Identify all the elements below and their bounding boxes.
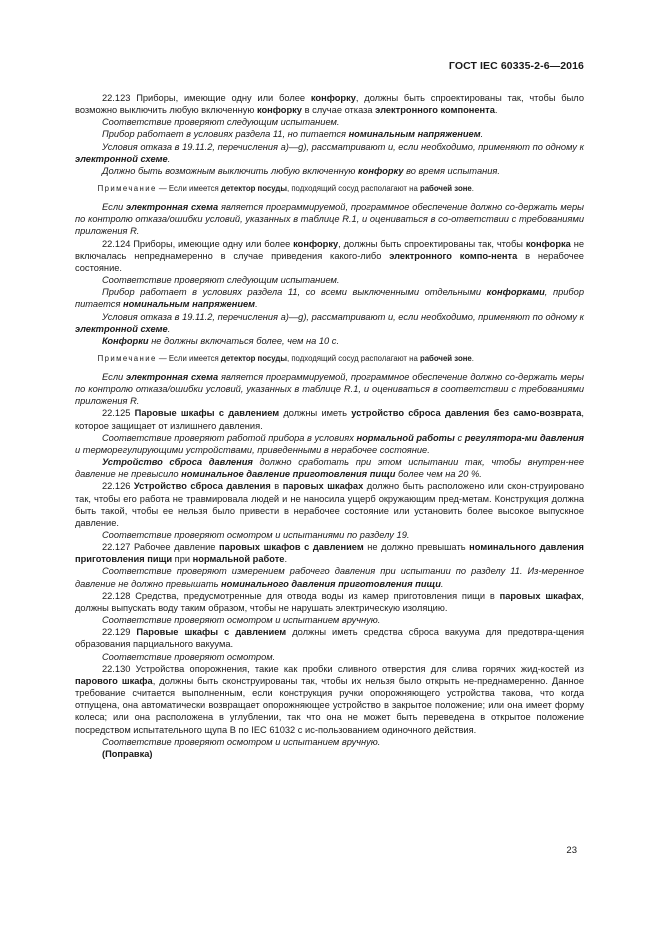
text-run: Соответствие проверяют осмотром и испытанием вручную. xyxy=(101,615,381,626)
standard-code-header: ГОСТ IEC 60335-2-6—2016 xyxy=(448,60,584,72)
text-run: Соответствие проверяют следующим испытанием. xyxy=(101,275,340,286)
clause-paragraph xyxy=(75,141,584,165)
clause-paragraph xyxy=(75,274,584,286)
emphasized-term: паровых шкафах xyxy=(282,481,364,492)
text-run: . xyxy=(480,129,484,140)
clause-paragraph xyxy=(75,456,584,480)
emphasized-term: электронного компонента xyxy=(375,105,495,116)
text-run: должны иметь средства сброса вакуума для предотвра-щения образования парциального вакуума. xyxy=(75,627,584,650)
emphasized-term: Устройство сброса давления xyxy=(101,457,253,468)
text-run: и терморегулирующими устройствами, приведенными в нерабочее состояние. xyxy=(75,444,430,455)
emphasized-term: конфорку xyxy=(256,105,302,116)
clause-paragraph xyxy=(75,165,584,177)
clause-paragraph xyxy=(75,480,584,529)
clause-paragraph xyxy=(75,92,584,116)
text-run: более чем на 20 %. xyxy=(395,469,482,480)
text-run: 22.129 xyxy=(101,627,137,638)
emphasized-term: детектор посуды xyxy=(220,184,287,194)
emphasized-term: паровых шкафов с давлением xyxy=(219,542,364,553)
text-run: не должно превышать xyxy=(363,542,470,553)
clause-paragraph xyxy=(75,335,584,347)
text-run: . xyxy=(167,323,171,334)
text-run: 22.128 Средства, предусмотренные для отвода воды из камер приготовления пищи в xyxy=(101,590,500,601)
text-run: . xyxy=(440,578,444,589)
text-run: Соответствие проверяют осмотром и испытанием вручную. xyxy=(101,736,381,747)
emphasized-term: электронная схема xyxy=(126,371,219,382)
clause-paragraph xyxy=(75,529,584,541)
text-run: Прибор работает в условиях раздела 11, со всеми выключенными отдельными xyxy=(101,287,487,298)
emphasized-term: номинального давления приготовления пищи xyxy=(221,578,441,589)
text-run: при xyxy=(172,554,193,565)
emphasized-term: номинального давления приготовления пищи xyxy=(75,542,584,565)
text-run: . xyxy=(284,554,288,565)
text-run: Условия отказа в 19.11.2, перечисления а)—g), рассматривают и, если необходимо, применяют по одному к xyxy=(101,311,584,322)
text-run: является программируемой, программное обеспечение должно со-держать меры по контролю отказа/ошибки условий, указанных в таблице R.1, и оцениваться в соответствии с требованиями приложения R. xyxy=(75,371,584,407)
clause-paragraph xyxy=(75,748,584,760)
emphasized-term: электронной схеме xyxy=(75,153,168,164)
text-run: должны иметь xyxy=(279,408,352,419)
emphasized-term: (Поправка) xyxy=(101,748,153,759)
text-run: 22.130 Устройства опорожнения, такие как пробки сливного отверстия для слива горячих жид-костей из xyxy=(101,663,584,674)
text-run: Соответствие проверяют измерением рабочего давления при испытании по разделу 11. Из-меренное давление не должно превышать xyxy=(75,566,584,589)
emphasized-term: Конфорки xyxy=(101,335,149,346)
page-number: 23 xyxy=(566,845,577,856)
emphasized-term: электронного компо-нента xyxy=(389,250,518,261)
text-run: 22.126 xyxy=(101,481,134,492)
text-run: — Если имеется xyxy=(156,353,221,363)
clause-paragraph xyxy=(75,614,584,626)
text-run: — Если имеется xyxy=(156,184,221,194)
text-run: , которое защищает от излишнего давления. xyxy=(75,408,584,431)
text-run: является программируемой, программное обеспечение должно со-держать меры по контролю отказа/ошибки условий, указанных в таблице R.1, и оцениваться в со-ответствии с требованиями приложения R. xyxy=(75,202,584,237)
emphasized-term: устройство сброса давления без само-возврата xyxy=(351,408,582,419)
text-run: 22.124 Приборы, имеющие одну или более xyxy=(101,238,294,249)
clause-paragraph xyxy=(75,565,584,589)
text-run: должно быть расположено или скон-струировано так, чтобы его работа не травмировала людей и не наносила ущерб окружающим пред-метам. Конструкция должна быть такой, чтобы ее нельзя было привести в нерабочее состояние или установить более высокое выпускное давление. xyxy=(75,481,585,528)
emphasized-term: конфорку xyxy=(293,238,339,249)
clause-text-body xyxy=(75,92,584,760)
text-run: . xyxy=(494,105,498,116)
note-label: Примечание xyxy=(97,353,157,363)
clause-paragraph xyxy=(75,311,584,335)
emphasized-term: регулятора-ми давления xyxy=(464,432,584,443)
emphasized-term: нормальной работе xyxy=(192,554,285,565)
emphasized-term: электронная схема xyxy=(126,202,219,213)
text-run: Соответствие проверяют работой прибора в условиях xyxy=(101,432,357,443)
emphasized-term: детектор посуды xyxy=(220,353,287,363)
text-run: . xyxy=(471,184,474,194)
text-run: . xyxy=(471,353,474,363)
note-paragraph xyxy=(75,353,584,364)
clause-paragraph xyxy=(75,201,584,237)
text-run: 22.123 Приборы, имеющие одну или более xyxy=(101,93,311,103)
clause-paragraph xyxy=(75,371,584,407)
note-label: Примечание xyxy=(97,184,157,194)
clause-paragraph xyxy=(75,736,584,748)
text-run: , должны быть сконструированы так, чтобы их нельзя было открыть не-преднамеренно. Данное требование считается выполненным, если конструкция ручки опорожняющего устройства такова, что когда отпущена, она автоматически возвращает опорожняющее устройство в закрытое положение; или она имеет форму колеса; или она расположена в углублении, так что она не может быть переведена в открытое положение посредством испытательного щупа В по IEC 61032 с ис-пользованием одиночного действия. xyxy=(75,675,584,735)
emphasized-term: рабочей зоне xyxy=(419,184,472,194)
clause-paragraph xyxy=(75,116,584,128)
emphasized-term: конфорку xyxy=(310,93,356,103)
text-run: не включалась непреднамеренно в случае приведения какого-либо xyxy=(75,238,584,261)
text-run: Если xyxy=(101,202,127,213)
clause-paragraph xyxy=(75,238,584,274)
emphasized-term: нормальной работы xyxy=(356,432,455,443)
text-run: в xyxy=(270,481,283,492)
text-run: Соответствие проверяют осмотром и испытаниями по разделу 19. xyxy=(101,530,410,540)
emphasized-term: рабочей зоне xyxy=(419,353,472,363)
text-run: не должны включаться более, чем на 10 с. xyxy=(148,335,340,346)
text-run: Если xyxy=(101,371,127,382)
clause-paragraph xyxy=(75,407,584,431)
text-run: , прибор питается xyxy=(75,287,584,310)
clause-paragraph xyxy=(75,590,584,614)
clause-paragraph xyxy=(75,128,584,140)
emphasized-term: Устройство сброса давления xyxy=(133,481,271,492)
text-run: Прибор работает в условиях раздела 11, но питается xyxy=(101,129,349,140)
emphasized-term: номинальным напряжением xyxy=(123,299,256,310)
text-run: Соответствие проверяют следующим испытанием. xyxy=(101,117,340,128)
text-run: , подходящий сосуд располагают на xyxy=(286,353,420,363)
text-run: , должны быть спроектированы так, чтобы xyxy=(338,238,526,249)
emphasized-term: конфорку xyxy=(357,165,404,176)
text-run: в нерабочее состояние. xyxy=(75,250,584,273)
clause-paragraph xyxy=(75,286,584,310)
text-run: , должны выпускать воду таким образом, чтобы не нарушать электрическую изоляцию. xyxy=(75,590,584,613)
text-run: Должно быть возможным выключить любую включенную xyxy=(101,165,358,176)
text-run: Соответствие проверяют осмотром. xyxy=(101,651,276,662)
clause-paragraph xyxy=(75,626,584,650)
emphasized-term: парового шкафа xyxy=(75,675,153,686)
emphasized-term: конфорками xyxy=(486,287,545,298)
text-run: во время испытания. xyxy=(403,165,500,176)
text-run: 22.127 Рабочее давление xyxy=(101,542,220,553)
note-paragraph xyxy=(75,183,584,194)
text-run: , должны быть спроектированы так, чтобы было возможно выключить любую включенную xyxy=(75,93,584,116)
clause-paragraph xyxy=(75,651,584,663)
text-run: . xyxy=(255,299,258,310)
text-run: 22.125 xyxy=(101,408,135,419)
emphasized-term: Паровые шкафы с давлением xyxy=(134,408,280,419)
clause-paragraph xyxy=(75,541,584,565)
text-run: . xyxy=(167,153,171,164)
text-run: должно сработать при этом испытании так, чтобы внутрен-нее давление не превысило xyxy=(75,457,584,480)
text-run: с xyxy=(454,432,465,443)
emphasized-term: паровых шкафах xyxy=(499,590,582,601)
text-run: Условия отказа в 19.11.2, перечисления а)—g), рассматривают и, если необходимо, применяют по одному к xyxy=(101,141,584,152)
emphasized-term: конфорка xyxy=(525,238,571,249)
emphasized-term: номинальным напряжением xyxy=(348,129,481,140)
text-run: в случае отказа xyxy=(301,105,376,116)
text-run: , подходящий сосуд располагают на xyxy=(286,184,420,194)
clause-paragraph xyxy=(75,663,584,736)
clause-paragraph xyxy=(75,432,584,456)
emphasized-term: Паровые шкафы с давлением xyxy=(136,627,287,638)
emphasized-term: номинальное давление приготовления пищи xyxy=(181,469,396,480)
emphasized-term: электронной схеме xyxy=(75,323,168,334)
